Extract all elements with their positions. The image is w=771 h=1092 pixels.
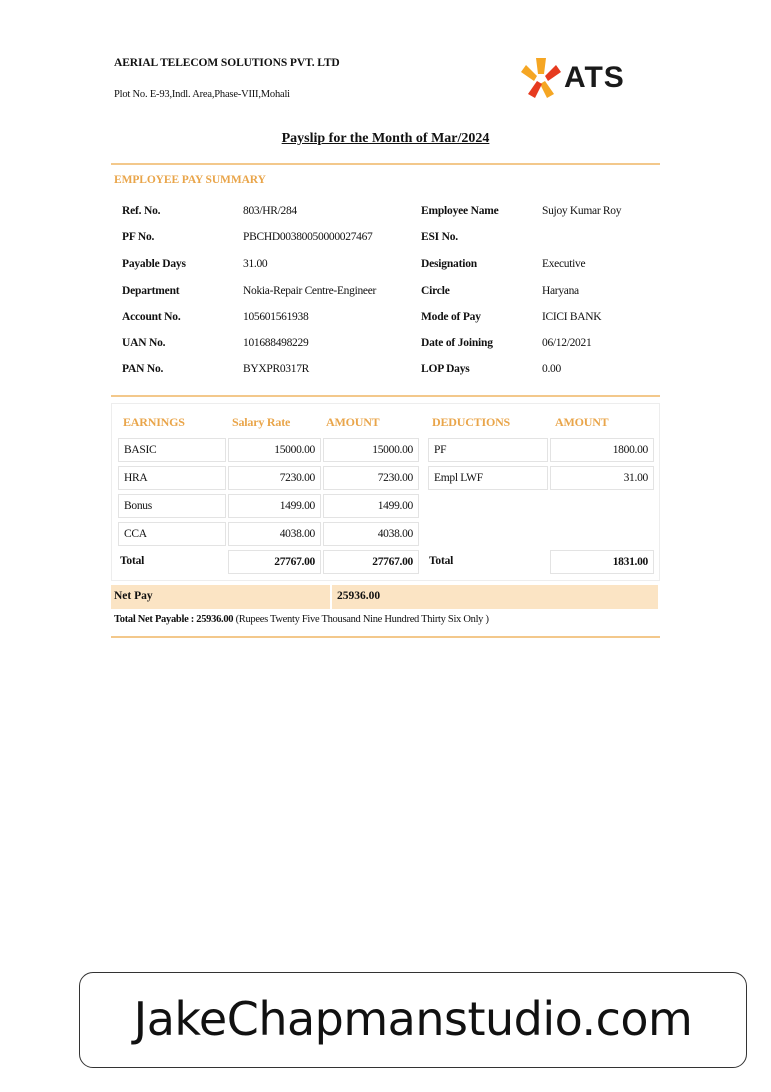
logo-text: ATS	[564, 61, 625, 94]
earnings-total-label: Total	[120, 555, 145, 567]
earning-name: HRA	[118, 466, 226, 490]
deduction-amount-header: AMOUNT	[555, 415, 609, 429]
divider	[111, 636, 660, 638]
employee-name-value: Sujoy Kumar Roy	[542, 205, 622, 217]
mode-of-pay-value: ICICI BANK	[542, 311, 602, 323]
deduction-name: PF	[428, 438, 548, 462]
deductions-header: DEDUCTIONS	[432, 415, 511, 429]
deduction-amount: 1800.00	[550, 438, 654, 462]
section-heading: EMPLOYEE PAY SUMMARY	[114, 174, 266, 186]
watermark: JakeChapmanstudio.com	[79, 972, 747, 1068]
earnings-total-rate: 27767.00	[228, 550, 321, 574]
pf-no-label: PF No.	[122, 231, 155, 243]
circle-label: Circle	[421, 285, 450, 297]
amount-in-words: (Rupees Twenty Five Thousand Nine Hundred Thirty Six Only )	[235, 614, 489, 625]
divider	[111, 395, 660, 397]
payslip-title: Payslip for the Month of Mar/2024	[281, 131, 490, 146]
deduction-amount: 31.00	[550, 466, 654, 490]
company-name: AERIAL TELECOM SOLUTIONS PVT. LTD	[114, 57, 340, 69]
esi-no-label: ESI No.	[421, 231, 458, 243]
earning-amount: 4038.00	[323, 522, 419, 546]
deductions-total-amount: 1831.00	[550, 550, 654, 574]
company-address: Plot No. E-93,Indl. Area,Phase-VIII,Mohali	[114, 89, 290, 100]
pan-no-value: BYXPR0317R	[243, 363, 310, 375]
account-no-label: Account No.	[122, 311, 181, 323]
pan-no-label: PAN No.	[122, 363, 164, 375]
deductions-total-label: Total	[429, 555, 454, 567]
earnings-header: EARNINGS	[123, 415, 185, 429]
date-of-joining-value: 06/12/2021	[542, 337, 592, 349]
total-net-payable-label: Total Net Payable : 25936.00	[114, 614, 234, 625]
earning-rate: 7230.00	[228, 466, 321, 490]
pf-no-value: PBCHD00380050000027467	[243, 231, 373, 243]
lop-days-label: LOP Days	[421, 363, 470, 375]
payable-days-label: Payable Days	[122, 258, 186, 270]
company-logo	[520, 56, 660, 100]
uan-no-value: 101688498229	[243, 337, 309, 349]
net-pay-label: Net Pay	[114, 590, 153, 602]
total-net-payable	[114, 614, 489, 625]
lop-days-value: 0.00	[542, 363, 561, 375]
uan-no-label: UAN No.	[122, 337, 166, 349]
earning-amount: 7230.00	[323, 466, 419, 490]
employee-name-label: Employee Name	[421, 205, 499, 217]
net-pay-value: 25936.00	[337, 590, 381, 602]
payable-days-value: 31.00	[243, 258, 268, 270]
net-pay-bar	[111, 585, 658, 609]
ref-no-value: 803/HR/284	[243, 205, 297, 217]
salary-rate-header: Salary Rate	[232, 415, 291, 429]
earning-amount: 1499.00	[323, 494, 419, 518]
circle-value: Haryana	[542, 285, 579, 297]
earnings-total-amount: 27767.00	[323, 550, 419, 574]
department-value: Nokia-Repair Centre-Engineer	[243, 285, 377, 297]
earning-rate: 15000.00	[228, 438, 321, 462]
earning-name: CCA	[118, 522, 226, 546]
department-label: Department	[122, 285, 180, 297]
mode-of-pay-label: Mode of Pay	[421, 311, 481, 323]
earning-name: BASIC	[118, 438, 226, 462]
amount-header: AMOUNT	[326, 415, 380, 429]
ref-no-label: Ref. No.	[122, 205, 161, 217]
earning-amount: 15000.00	[323, 438, 419, 462]
account-no-value: 105601561938	[243, 311, 309, 323]
earning-rate: 4038.00	[228, 522, 321, 546]
divider	[111, 163, 660, 165]
earning-rate: 1499.00	[228, 494, 321, 518]
ats-star-icon	[520, 56, 562, 100]
date-of-joining-label: Date of Joining	[421, 337, 493, 349]
deduction-name: Empl LWF	[428, 466, 548, 490]
designation-label: Designation	[421, 258, 477, 270]
earning-name: Bonus	[118, 494, 226, 518]
designation-value: Executive	[542, 258, 586, 270]
